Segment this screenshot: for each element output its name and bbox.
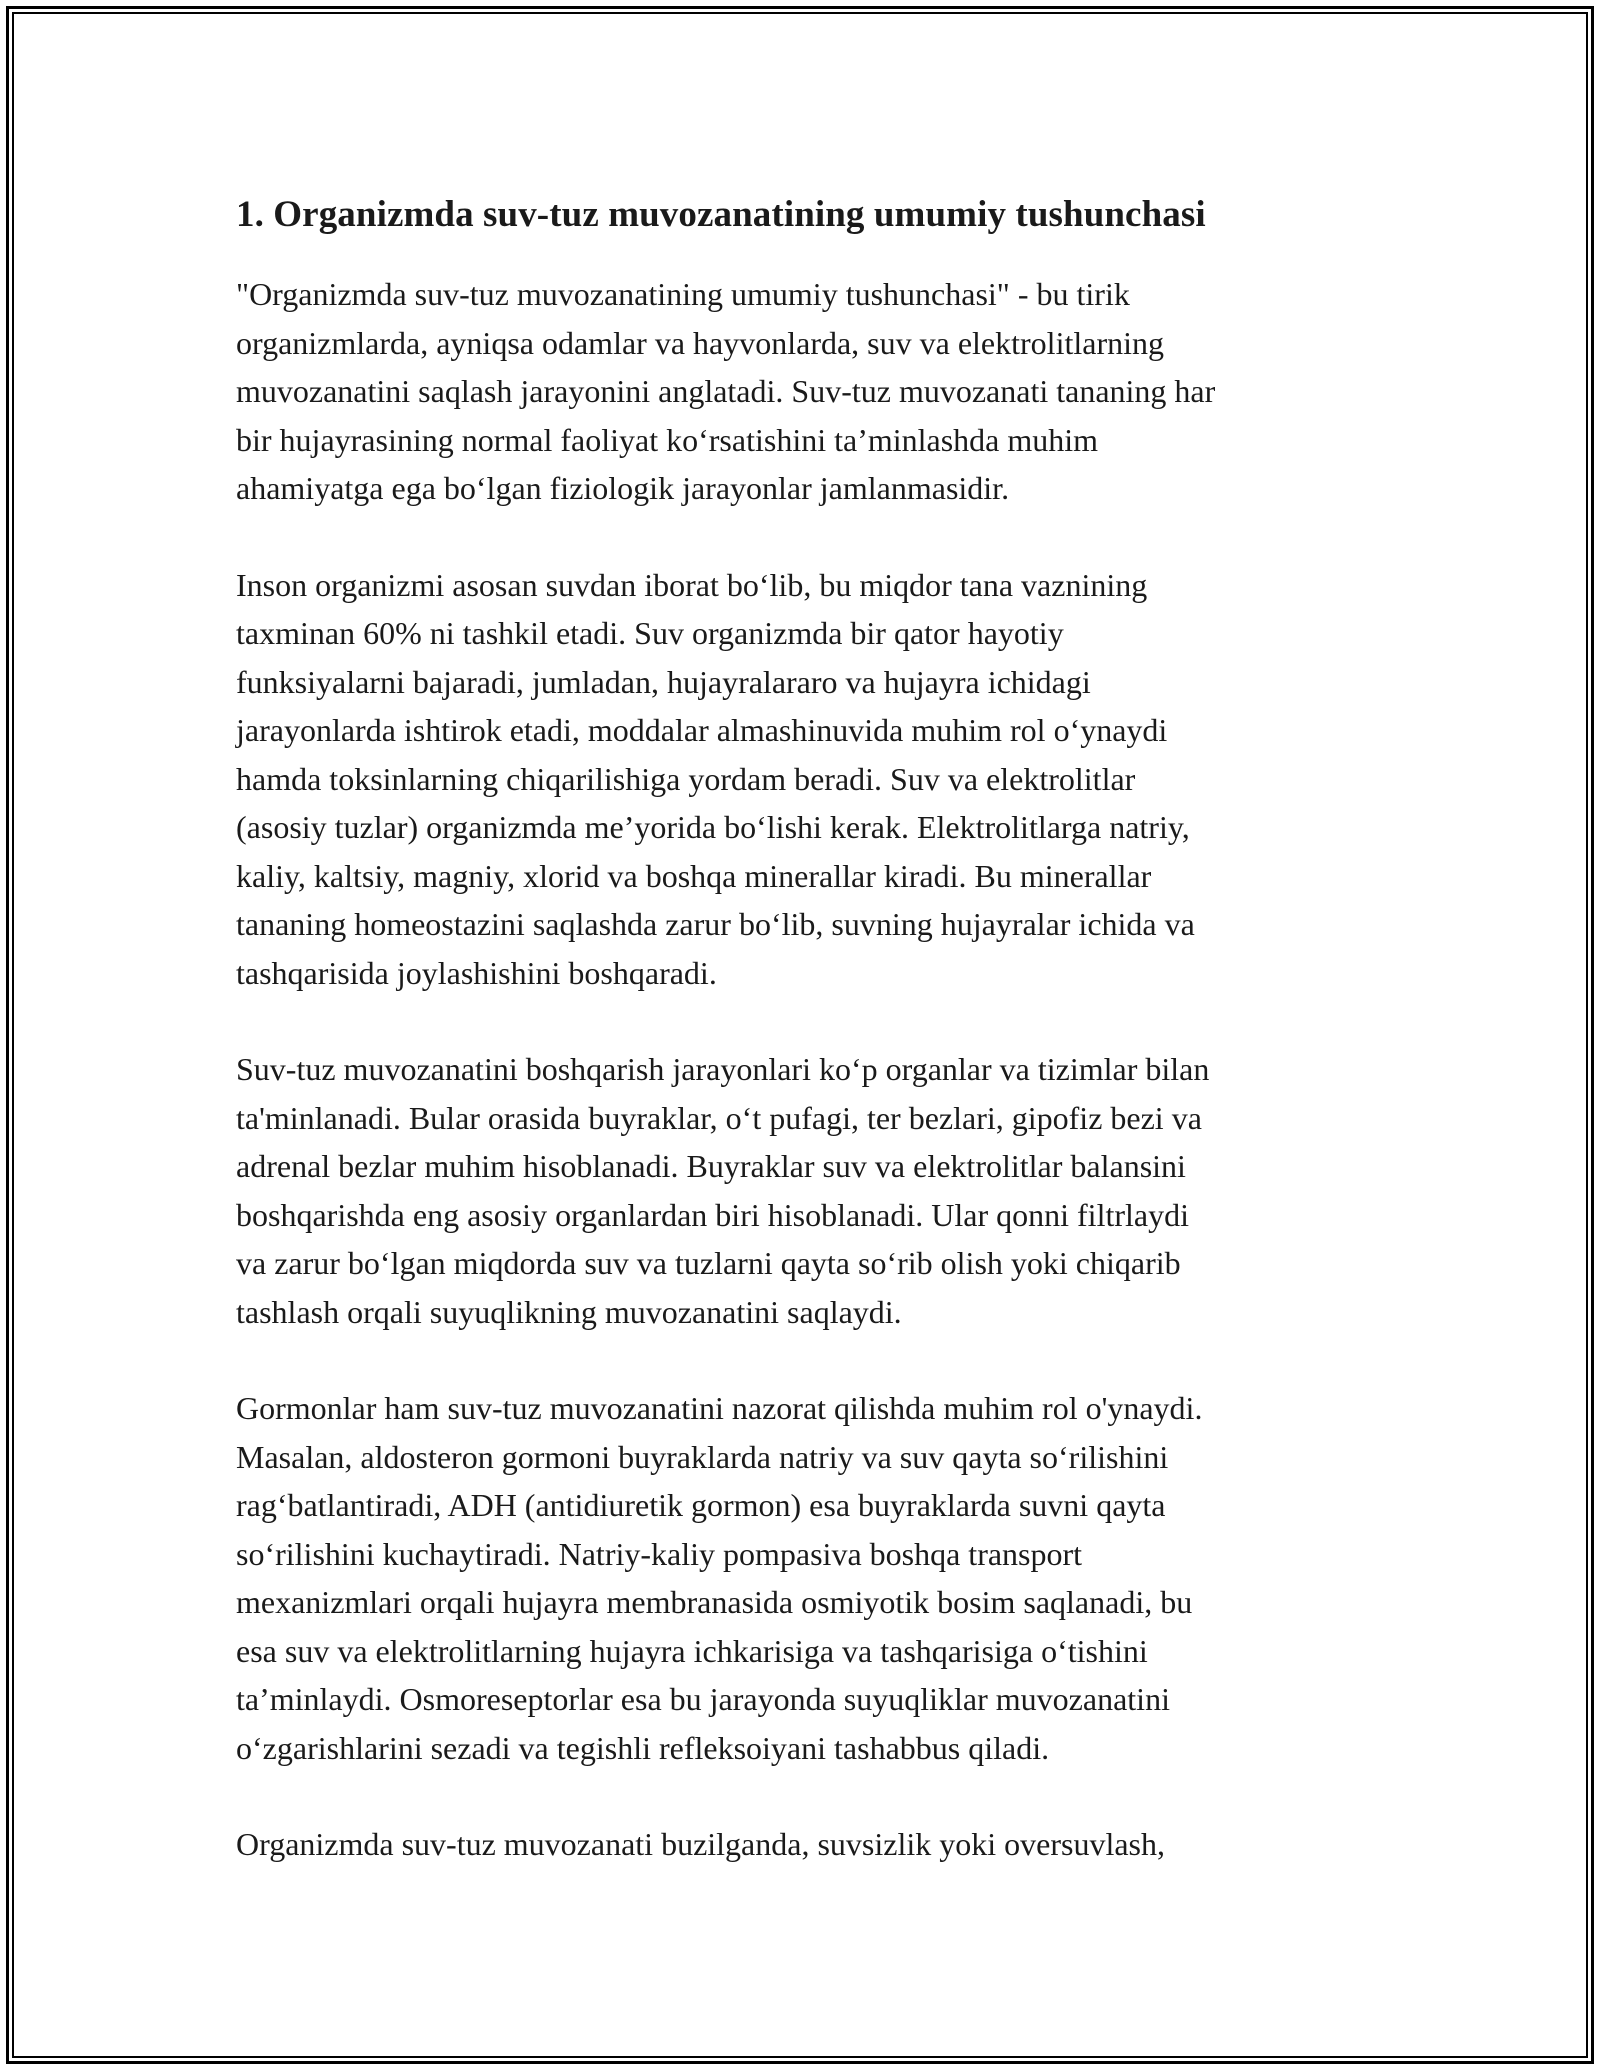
paragraph <box>236 1820 1376 1869</box>
text-line: tashqarisida joylashishini boshqaradi. <box>236 954 717 991</box>
text-line: ta’minlaydi. Osmoreseptorlar esa bu jarayonda suyuqliklar muvozanatini <box>236 1681 1170 1717</box>
text-line: Masalan, aldosteron gormoni buyraklarda natriy va suv qayta so‘rilishini <box>236 1438 1169 1475</box>
text-line: esa suv va elektrolitlarning hujayra ichkarisiga va tashqarisiga o‘tishini <box>236 1632 1148 1669</box>
paragraph <box>236 270 1376 513</box>
text-line: muvozanatini saqlash jarayonini anglatadi. Suv-tuz muvozanati tananing har <box>236 373 1216 409</box>
text-line: taxminan 60% ni tashkil etadi. Suv organizmda bir qator hayotiy <box>236 615 1064 651</box>
document-page <box>236 186 1376 1917</box>
text-line: funksiyalarni bajaradi, jumladan, hujayralararo va hujayra ichidagi <box>236 663 1091 700</box>
document-body <box>236 270 1376 1869</box>
text-line: hamda toksinlarning chiqarilishiga yordam beradi. Suv va elektrolitlar <box>236 760 1136 797</box>
text-line: Gormonlar ham suv-tuz muvozanatini nazorat qilishda muhim rol o'ynaydi. <box>236 1390 1203 1426</box>
text-line: jarayonlarda ishtirok etadi, moddalar almashinuvida muhim rol o‘ynaydi <box>236 712 1168 748</box>
text-line: o‘zgarishlarini sezadi va tegishli refleksoiyani tashabbus qiladi. <box>236 1729 1050 1766</box>
text-line: Suv-tuz muvozanatini boshqarish jarayonlari ko‘p organlar va tizimlar bilan <box>236 1051 1210 1087</box>
text-line: organizmlarda, ayniqsa odamlar va hayvonlarda, suv va elektrolitlarning <box>236 324 1164 361</box>
text-line: tashlash orqali suyuqlikning muvozanatini saqlaydi. <box>236 1293 902 1330</box>
paragraph <box>236 561 1376 998</box>
text-line: Organizmda suv-tuz muvozanati buzilganda, suvsizlik yoki oversuvlash, <box>236 1826 1165 1862</box>
section-heading: 1. Organizmda suv-tuz muvozanatining umumiy tushunchasi <box>236 194 1206 235</box>
text-line: bir hujayrasining normal faoliyat ko‘rsatishini ta’minlashda muhim <box>236 421 1099 458</box>
paragraph <box>236 1045 1376 1336</box>
text-line: (asosiy tuzlar) organizmda me’yorida bo‘lishi kerak. Elektrolitlarga natriy, <box>236 809 1190 845</box>
text-line: rag‘batlantiradi, ADH (antidiuretik gormon) esa buyraklarda suvni qayta <box>236 1487 1166 1523</box>
text-line: kaliy, kaltsiy, magniy, xlorid va boshqa minerallar kiradi. Bu minerallar <box>236 857 1152 894</box>
text-line: ahamiyatga ega bo‘lgan fiziologik jarayonlar jamlanmasidir. <box>236 470 1010 506</box>
text-line: tananing homeostazini saqlashda zarur bo‘lib, suvning hujayralar ichida va <box>236 906 1195 942</box>
text-line: adrenal bezlar muhim hisoblanadi. Buyraklar suv va elektrolitlar balansini <box>236 1148 1186 1184</box>
paragraph <box>236 1384 1376 1772</box>
text-line: Inson organizmi asosan suvdan iborat bo‘lib, bu miqdor tana vaznining <box>236 566 1148 603</box>
text-line: mexanizmlari orqali hujayra membranasida osmiyotik bosim saqlanadi, bu <box>236 1584 1193 1620</box>
text-line: "Organizmda suv-tuz muvozanatining umumiy tushunchasi" - bu tirik <box>236 276 1130 312</box>
text-line: va zarur bo‘lgan miqdorda suv va tuzlarni qayta so‘rib olish yoki chiqarib <box>236 1245 1181 1281</box>
text-line: ta'minlanadi. Bular orasida buyraklar, o‘t pufagi, ter bezlari, gipofiz bezi va <box>236 1099 1202 1136</box>
text-line: so‘rilishini kuchaytiradi. Natriy-kaliy pompasiva boshqa transport <box>236 1535 1083 1572</box>
text-line: boshqarishda eng asosiy organlardan biri hisoblanadi. Ular qonni filtrlaydi <box>236 1196 1189 1233</box>
